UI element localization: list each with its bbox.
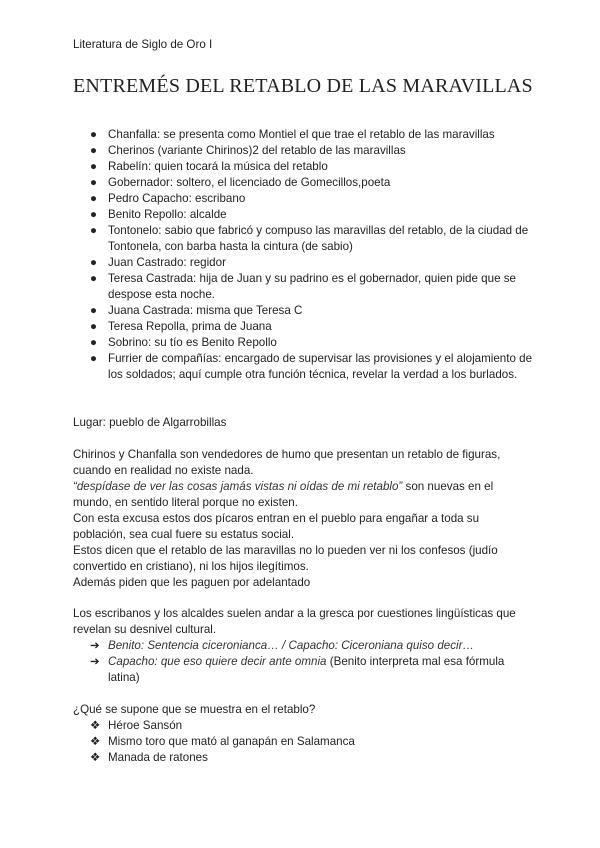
retablo-paragraph: [73, 702, 533, 766]
quote-text: “despídase de ver las cosas jamás vistas ni oídas de mi retablo”: [73, 480, 403, 493]
lugar-text: Lugar: pueblo de Algarrobillas: [73, 416, 227, 429]
list-item: ● Tontonelo: sabio que fabricó y compuso las maravillas del retablo, de la ciudad de Tontonela, con barba hasta la cintura (de sabio): [90, 224, 529, 253]
list-item: ● Furrier de compañías: encargado de supervisar las provisiones y el alojamiento de los soldados; aquí cumple otra función técnica, revelar la verdad a los burlados.: [90, 352, 533, 381]
list-item: ● Teresa Repolla, prima de Juana: [90, 320, 272, 333]
list-item: ❖ Manada de ratones: [90, 751, 208, 764]
list-item: ❖ Mismo toro que mató al ganapán en Salamanca: [90, 735, 355, 748]
list-item: ● Rabelín: quien tocará la música del retablo: [90, 160, 328, 173]
bullet-icon: ●: [90, 208, 98, 221]
language-intro: Los escribanos y los alcaldes suelen andar a la gresca por cuestiones lingüísticas que revelan su desnivel cultural.: [73, 607, 516, 636]
bullet-icon: ●: [90, 352, 98, 365]
page-header: Literatura de Siglo de Oro I: [73, 38, 213, 51]
bullet-icon: ●: [90, 320, 98, 333]
diamond-bullet-icon: ❖: [90, 719, 101, 732]
dialogue-example-list: [73, 638, 533, 686]
list-item: ● Juana Castrada: misma que Teresa C: [90, 304, 303, 317]
plot-line-5: Además piden que les paguen por adelantado: [73, 576, 311, 589]
list-item: ● Cherinos (variante Chirinos)2 del retablo de las maravillas: [90, 144, 406, 157]
language-paragraph: [73, 606, 533, 686]
list-item: ➔ Benito: Sentencia ciceronianca… / Capacho: Ciceroniana quiso decir…: [90, 639, 475, 652]
list-item: ● Juan Castrado: regidor: [90, 256, 226, 269]
list-item: ❖ Héroe Sansón: [90, 719, 183, 732]
list-item: ● Pedro Capacho: escribano: [90, 192, 246, 205]
character-list: [73, 127, 533, 383]
list-item: ● Chanfalla: se presenta como Montiel el que trae el retablo de las maravillas: [90, 128, 495, 141]
plot-quote-line: [73, 479, 533, 511]
plot-line-1: Chirinos y Chanfalla son vendedores de humo que presentan un retablo de figuras, cuando en realidad no existe nada.: [73, 448, 501, 477]
bullet-icon: ●: [90, 128, 98, 141]
list-item: ● Teresa Castrada: hija de Juan y su padrino es el gobernador, quien pide que se despose esta noche.: [90, 272, 516, 301]
bullet-icon: ●: [90, 224, 98, 237]
quote-rest: son nuevas en el mundo, en sentido literal porque no existen.: [73, 480, 494, 509]
retablo-items-list: [73, 718, 533, 766]
bullet-icon: ●: [90, 304, 98, 317]
document-title: ENTREMÉS DEL RETABLO DE LAS MARAVILLAS: [73, 75, 533, 97]
arrow-icon: ➔: [90, 655, 100, 668]
setting-paragraph: [73, 415, 533, 431]
bullet-icon: ●: [90, 160, 98, 173]
plot-paragraph: [73, 447, 533, 591]
list-item: ● Sobrino: su tío es Benito Repollo: [90, 336, 277, 349]
plot-line-3: Con esta excusa estos dos pícaros entran en el pueblo para engañar a toda su población, sea cual fuere su estatus social.: [73, 512, 480, 541]
list-item: ● Gobernador: soltero, el licenciado de Gomecillos,poeta: [90, 176, 391, 189]
list-item: ➔ Capacho: que eso quiere decir ante omnia (Benito interpreta mal esa fórmula latina): [90, 655, 505, 684]
bullet-icon: ●: [90, 256, 98, 269]
arrow-icon: ➔: [90, 639, 100, 652]
diamond-bullet-icon: ❖: [90, 751, 101, 764]
bullet-icon: ●: [90, 176, 98, 189]
plot-line-4: Estos dicen que el retablo de las maravillas no lo pueden ver ni los confesos (judío convertido en cristiano), ni los hijos ilegítimos.: [73, 544, 498, 573]
diamond-bullet-icon: ❖: [90, 735, 101, 748]
bullet-icon: ●: [90, 192, 98, 205]
bullet-icon: ●: [90, 336, 98, 349]
retablo-question: ¿Qué se supone que se muestra en el retablo?: [73, 703, 316, 716]
list-item: ● Benito Repollo: alcalde: [90, 208, 227, 221]
bullet-icon: ●: [90, 272, 98, 285]
bullet-icon: ●: [90, 144, 98, 157]
